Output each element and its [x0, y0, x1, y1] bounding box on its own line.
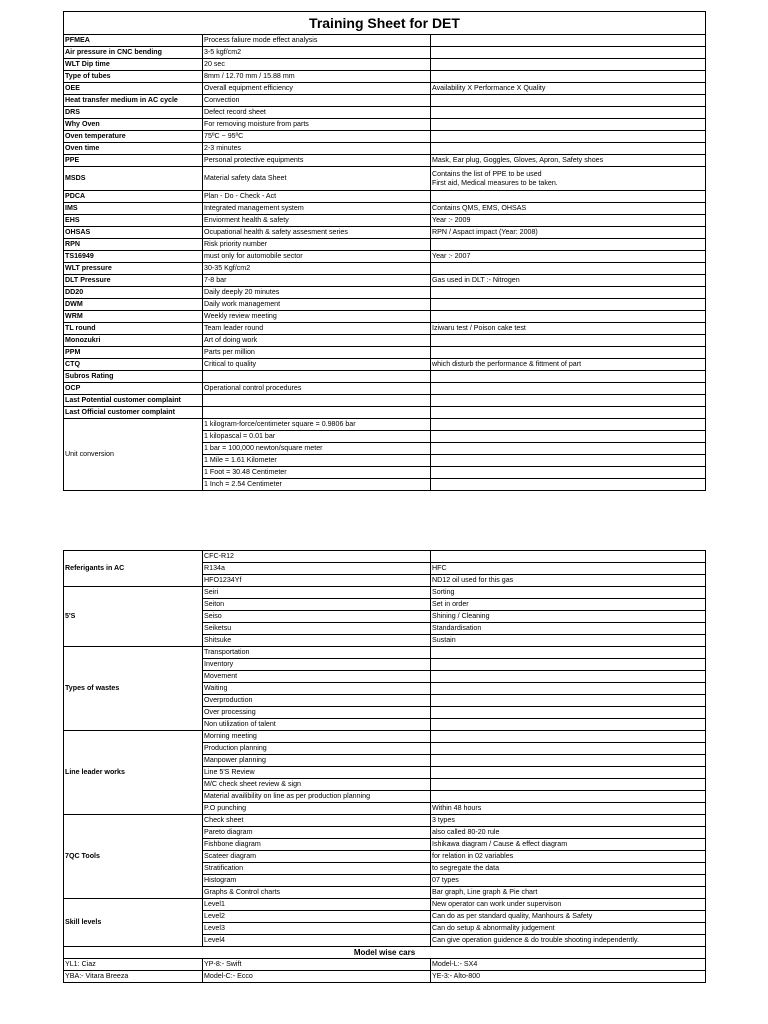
term-cell: WRM: [64, 311, 203, 323]
note-cell: [431, 299, 706, 311]
item-cell: CFC-R12: [203, 551, 431, 563]
note-cell: [431, 347, 706, 359]
note-cell: Iziwaru test / Poison cake test: [431, 323, 706, 335]
term-cell: OEE: [64, 83, 203, 95]
term-cell: OHSAS: [64, 227, 203, 239]
model-cell: YP-8:- Swift: [203, 959, 431, 971]
note-cell: for relation in 02 variables: [431, 851, 706, 863]
definition-cell: Parts per million: [203, 347, 431, 359]
item-cell: Histogram: [203, 875, 431, 887]
definition-cell: 8mm / 12.70 mm / 15.88 mm: [203, 71, 431, 83]
unit-conversion-label: Unit conversion: [64, 419, 203, 491]
note-cell: [431, 95, 706, 107]
term-cell: Oven temperature: [64, 131, 203, 143]
item-cell: Level4: [203, 935, 431, 947]
note-cell: [431, 287, 706, 299]
note-cell: [431, 659, 706, 671]
term-cell: PPM: [64, 347, 203, 359]
definition-cell: 7-8 bar: [203, 275, 431, 287]
term-cell: Subros Rating: [64, 371, 203, 383]
term-cell: Air pressure in CNC bending: [64, 47, 203, 59]
table-row: [64, 239, 706, 251]
model-cell: YL1: Ciaz: [64, 959, 203, 971]
note-cell: [431, 131, 706, 143]
table-row: [64, 371, 706, 383]
table-row: [64, 419, 706, 431]
term-cell: EHS: [64, 215, 203, 227]
definition-cell: Enviorment health & safety: [203, 215, 431, 227]
table-row: [64, 107, 706, 119]
term-cell: Why Oven: [64, 119, 203, 131]
definition-cell: Critical to quality: [203, 359, 431, 371]
table-row: [64, 35, 706, 47]
table-row: [64, 407, 706, 419]
group-label-cell: Line leader works: [64, 731, 203, 815]
note-cell: 07 types: [431, 875, 706, 887]
definition-cell: Ocupational health & safety assesment series: [203, 227, 431, 239]
table-row: [64, 203, 706, 215]
term-cell: Oven time: [64, 143, 203, 155]
note-cell: which disturb the performance & fittment of part: [431, 359, 706, 371]
definition-cell: Overall equipment efficiency: [203, 83, 431, 95]
note-cell: [431, 719, 706, 731]
note-cell: Can give operation guidence & do trouble shooting independently.: [431, 935, 706, 947]
conversion-cell: 1 bar = 100,000 newton/square meter: [203, 443, 431, 455]
note-cell: Set in order: [431, 599, 706, 611]
table-row: [64, 587, 706, 599]
term-cell: WLT Dip time: [64, 59, 203, 71]
group-label-cell: 5'S: [64, 587, 203, 647]
table-row: [64, 155, 706, 167]
definition-cell: Daily work management: [203, 299, 431, 311]
item-cell: M/C check sheet review & sign: [203, 779, 431, 791]
item-cell: Overproduction: [203, 695, 431, 707]
note-cell: [431, 467, 706, 479]
item-cell: Check sheet: [203, 815, 431, 827]
term-cell: Monozukri: [64, 335, 203, 347]
definition-cell: Operational control procedures: [203, 383, 431, 395]
table-row: [64, 167, 706, 191]
item-cell: Scateer diagram: [203, 851, 431, 863]
term-cell: DLT Pressure: [64, 275, 203, 287]
item-cell: Over processing: [203, 707, 431, 719]
note-cell: [431, 107, 706, 119]
note-cell: Contains the list of PPE to be used First aid, Medical measures to be taken.: [431, 167, 706, 191]
note-cell: [431, 407, 706, 419]
definition-cell: 30-35 Kgf/cm2: [203, 263, 431, 275]
training-table-groups: [63, 550, 706, 983]
definition-cell: 75ºC ~ 95ºC: [203, 131, 431, 143]
item-cell: Stratification: [203, 863, 431, 875]
note-cell: [431, 371, 706, 383]
definition-cell: 20 sec: [203, 59, 431, 71]
item-cell: Seiketsu: [203, 623, 431, 635]
table-row: [64, 263, 706, 275]
table-row: [64, 299, 706, 311]
table-row: [64, 215, 706, 227]
table-row: [64, 311, 706, 323]
table-row: [64, 731, 706, 743]
definition-cell: [203, 371, 431, 383]
item-cell: HFO1234Yf: [203, 575, 431, 587]
item-cell: Seiri: [203, 587, 431, 599]
table-row: [64, 119, 706, 131]
table-row: [64, 395, 706, 407]
term-cell: DRS: [64, 107, 203, 119]
note-cell: [431, 779, 706, 791]
table-row: [64, 191, 706, 203]
note-cell: HFC: [431, 563, 706, 575]
conversion-cell: 1 Mile = 1.61 Kilometer: [203, 455, 431, 467]
definition-cell: 3-5 kgf/cm2: [203, 47, 431, 59]
table-row: [64, 323, 706, 335]
definition-cell: Risk priority number: [203, 239, 431, 251]
note-cell: [431, 71, 706, 83]
term-cell: MSDS: [64, 167, 203, 191]
note-cell: [431, 47, 706, 59]
note-cell: Ishikawa diagram / Cause & effect diagram: [431, 839, 706, 851]
note-cell: [431, 551, 706, 563]
note-cell: [431, 119, 706, 131]
item-cell: Level1: [203, 899, 431, 911]
group-label-cell: Skill levels: [64, 899, 203, 947]
model-cell: Model-C:- Ecco: [203, 971, 431, 983]
item-cell: Morning meeting: [203, 731, 431, 743]
table-row: [64, 647, 706, 659]
item-cell: Pareto diagram: [203, 827, 431, 839]
note-cell: [431, 35, 706, 47]
group-label-cell: Types of wastes: [64, 647, 203, 731]
item-cell: Manpower planning: [203, 755, 431, 767]
conversion-cell: 1 kilogram-force/centimeter square = 0.9806 bar: [203, 419, 431, 431]
model-header-row: [64, 947, 706, 959]
page-title: Training Sheet for DET: [64, 12, 706, 35]
term-cell: DWM: [64, 299, 203, 311]
note-cell: [431, 671, 706, 683]
table-row: [64, 275, 706, 287]
table-row: [64, 227, 706, 239]
term-cell: RPN: [64, 239, 203, 251]
definition-cell: 2-3 minutes: [203, 143, 431, 155]
note-cell: [431, 731, 706, 743]
table-row: [64, 347, 706, 359]
item-cell: Graphs & Control charts: [203, 887, 431, 899]
note-cell: ND12 oil used for this gas: [431, 575, 706, 587]
note-cell: Standardisation: [431, 623, 706, 635]
note-cell: Contains QMS, EMS, OHSAS: [431, 203, 706, 215]
note-cell: [431, 755, 706, 767]
definition-cell: Team leader round: [203, 323, 431, 335]
table-row: [64, 383, 706, 395]
definition-cell: Material safety data Sheet: [203, 167, 431, 191]
note-cell: Mask, Ear plug, Goggles, Gloves, Apron, Safety shoes: [431, 155, 706, 167]
term-cell: Last Potential customer complaint: [64, 395, 203, 407]
note-cell: 3 types: [431, 815, 706, 827]
definition-cell: Personal protective equipments: [203, 155, 431, 167]
table-row: [64, 251, 706, 263]
item-cell: P.O punching: [203, 803, 431, 815]
note-cell: [431, 743, 706, 755]
term-cell: PPE: [64, 155, 203, 167]
item-cell: Material availibility on line as per production planning: [203, 791, 431, 803]
note-cell: [431, 239, 706, 251]
note-cell: [431, 791, 706, 803]
table-row: [64, 287, 706, 299]
term-cell: TS16949: [64, 251, 203, 263]
table-row: [64, 359, 706, 371]
table-row: [64, 335, 706, 347]
table-row: [64, 815, 706, 827]
note-cell: also called 80-20 rule: [431, 827, 706, 839]
model-wise-cars-header: Model wise cars: [64, 947, 706, 959]
note-cell: Sorting: [431, 587, 706, 599]
note-cell: [431, 419, 706, 431]
table-row: [64, 959, 706, 971]
definition-cell: Art of doing work: [203, 335, 431, 347]
term-cell: CTQ: [64, 359, 203, 371]
note-cell: [431, 767, 706, 779]
term-cell: OCP: [64, 383, 203, 395]
item-cell: Seiton: [203, 599, 431, 611]
item-cell: Inventory: [203, 659, 431, 671]
definition-cell: Convection: [203, 95, 431, 107]
definition-cell: [203, 407, 431, 419]
note-cell: Availability X Performance X Quality: [431, 83, 706, 95]
item-cell: Non utilization of talent: [203, 719, 431, 731]
note-cell: Can do setup & abnormality judgement: [431, 923, 706, 935]
table-row: [64, 71, 706, 83]
definition-cell: [203, 395, 431, 407]
note-cell: [431, 683, 706, 695]
note-cell: [431, 431, 706, 443]
term-cell: DD20: [64, 287, 203, 299]
note-cell: [431, 647, 706, 659]
note-cell: [431, 479, 706, 491]
item-cell: Level3: [203, 923, 431, 935]
table-row: [64, 59, 706, 71]
item-cell: Transportation: [203, 647, 431, 659]
table-row: [64, 83, 706, 95]
definition-cell: Process faliure mode effect analysis: [203, 35, 431, 47]
note-cell: Within 48 hours: [431, 803, 706, 815]
definition-cell: Integrated management system: [203, 203, 431, 215]
model-cell: Model-L:- SX4: [431, 959, 706, 971]
note-cell: [431, 191, 706, 203]
note-cell: [431, 311, 706, 323]
note-cell: Can do as per standard quality, Manhours & Safety: [431, 911, 706, 923]
item-cell: Line 5'S Review: [203, 767, 431, 779]
conversion-cell: 1 Inch = 2.54 Centimeter: [203, 479, 431, 491]
term-cell: Heat transfer medium in AC cycle: [64, 95, 203, 107]
definition-cell: Plan - Do - Check - Act: [203, 191, 431, 203]
note-cell: Gas used in DLT :- Nitrogen: [431, 275, 706, 287]
term-cell: TL round: [64, 323, 203, 335]
note-cell: Shining / Cleaning: [431, 611, 706, 623]
item-cell: Waiting: [203, 683, 431, 695]
table-row: [64, 899, 706, 911]
term-cell: Last Official customer complaint: [64, 407, 203, 419]
note-cell: [431, 59, 706, 71]
note-cell: [431, 707, 706, 719]
note-cell: New operator can work under supervison: [431, 899, 706, 911]
term-cell: PFMEA: [64, 35, 203, 47]
item-cell: Fishbone diagram: [203, 839, 431, 851]
table-row: [64, 95, 706, 107]
conversion-cell: 1 kilopascal = 0.01 bar: [203, 431, 431, 443]
table-row: [64, 971, 706, 983]
note-cell: RPN / Aspact impact (Year: 2008): [431, 227, 706, 239]
note-cell: Bar graph, Line graph & Pie chart: [431, 887, 706, 899]
note-cell: Year :- 2009: [431, 215, 706, 227]
training-table-main: [63, 11, 706, 491]
item-cell: R134a: [203, 563, 431, 575]
model-cell: YE-3:- Alto-800: [431, 971, 706, 983]
term-cell: Type of tubes: [64, 71, 203, 83]
table-row: [64, 143, 706, 155]
table-row: [64, 551, 706, 563]
definition-cell: must only for automobile sector: [203, 251, 431, 263]
term-cell: PDCA: [64, 191, 203, 203]
item-cell: Seiso: [203, 611, 431, 623]
note-cell: to segregate the data: [431, 863, 706, 875]
item-cell: Shitsuke: [203, 635, 431, 647]
note-cell: [431, 395, 706, 407]
note-cell: [431, 455, 706, 467]
model-cell: YBA:- Vitara Breeza: [64, 971, 203, 983]
note-cell: [431, 695, 706, 707]
note-cell: [431, 263, 706, 275]
note-cell: [431, 143, 706, 155]
item-cell: Movement: [203, 671, 431, 683]
item-cell: Production planning: [203, 743, 431, 755]
note-cell: [431, 443, 706, 455]
group-label-cell: 7QC Tools: [64, 815, 203, 899]
term-cell: WLT pressure: [64, 263, 203, 275]
item-cell: Level2: [203, 911, 431, 923]
term-cell: IMS: [64, 203, 203, 215]
note-cell: [431, 335, 706, 347]
table-row: [64, 47, 706, 59]
note-cell: Year :- 2007: [431, 251, 706, 263]
group-label-cell: Referigants in AC: [64, 551, 203, 587]
note-cell: Sustain: [431, 635, 706, 647]
definition-cell: For removing moisture from parts: [203, 119, 431, 131]
conversion-cell: 1 Foot = 30.48 Centimeter: [203, 467, 431, 479]
note-cell: [431, 383, 706, 395]
definition-cell: Weekly review meeting: [203, 311, 431, 323]
definition-cell: Daily deeply 20 minutes: [203, 287, 431, 299]
table-row: [64, 131, 706, 143]
definition-cell: Defect record sheet: [203, 107, 431, 119]
